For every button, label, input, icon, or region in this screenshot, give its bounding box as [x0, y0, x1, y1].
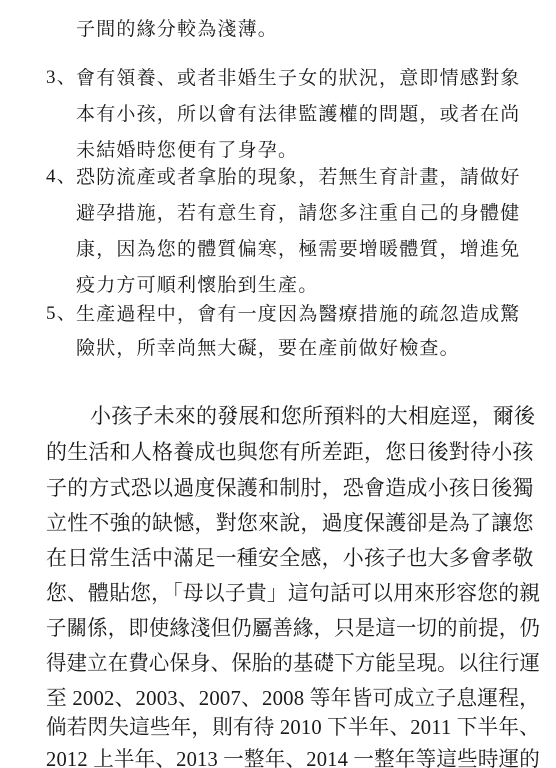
paragraph-line: 您、體貼您，「母以子貴」這句話可以用來形容您的親 — [46, 581, 541, 605]
paragraph-line: 的生活和人格養成也與您有所差距，您日後對待小孩 — [46, 440, 534, 464]
list-item-line: 康，因為您的體質偏寒，極需要增暖體質，增進免 — [76, 238, 521, 260]
list-item-number: 4、 — [46, 166, 77, 187]
list-item-number: 5、 — [46, 303, 77, 324]
list-item-line: 生產過程中，會有一度因為醫療措施的疏忽造成驚 — [76, 303, 521, 325]
list-item-line: 未結婚時您便有了身孕。 — [76, 139, 299, 161]
paragraph-line: 至 2002、2003、2007、2008 等年皆可成立子息運程， — [46, 686, 541, 710]
list-item-line: 會有領養、或者非婚生子女的狀況，意即情感對象 — [76, 67, 521, 89]
paragraph-line: 小孩子未來的發展和您所預料的大相庭逕，爾後 — [90, 404, 536, 428]
paragraph-line: 得建立在費心保身、保胎的基礎下方能呈現。以往行運 — [46, 651, 541, 675]
list-item-line: 恐防流產或者拿胎的現象，若無生育計畫，請做好 — [76, 166, 521, 188]
paragraph-line: 立性不強的缺憾，對您來說，過度保護卻是為了讓您 — [46, 511, 534, 535]
list-item-line: 疫力方可順利懷胎到生產。 — [76, 274, 319, 296]
list-item-line: 避孕措施，若有意生育，請您多注重自己的身體健 — [76, 202, 521, 224]
paragraph-line: 倘若閃失這些年，則有待 2010 下半年、2011 下半年、 — [46, 715, 540, 739]
list-item-line: 險狀，所幸尚無大礙，要在產前做好檢查。 — [76, 337, 460, 359]
paragraph-line: 子關係，即使緣淺但仍屬善緣，只是這一切的前提，仍 — [46, 616, 541, 640]
paragraph-line: 在日常生活中滿足一種安全感，小孩子也大多會孝敬 — [46, 546, 534, 570]
paragraph-line: 2012 上半年、2013 一整年、2014 一整年等這些時運的 — [46, 747, 541, 768]
list-item-line: 本有小孩，所以會有法律監護權的問題，或者在尚 — [76, 103, 521, 125]
paragraph-line: 子的方式恐以過度保護和制肘，恐會造成小孩日後獨 — [46, 476, 534, 500]
list-item-number: 3、 — [46, 67, 77, 88]
list-item-2-tail: 子間的緣分較為淺薄。 — [76, 18, 279, 40]
